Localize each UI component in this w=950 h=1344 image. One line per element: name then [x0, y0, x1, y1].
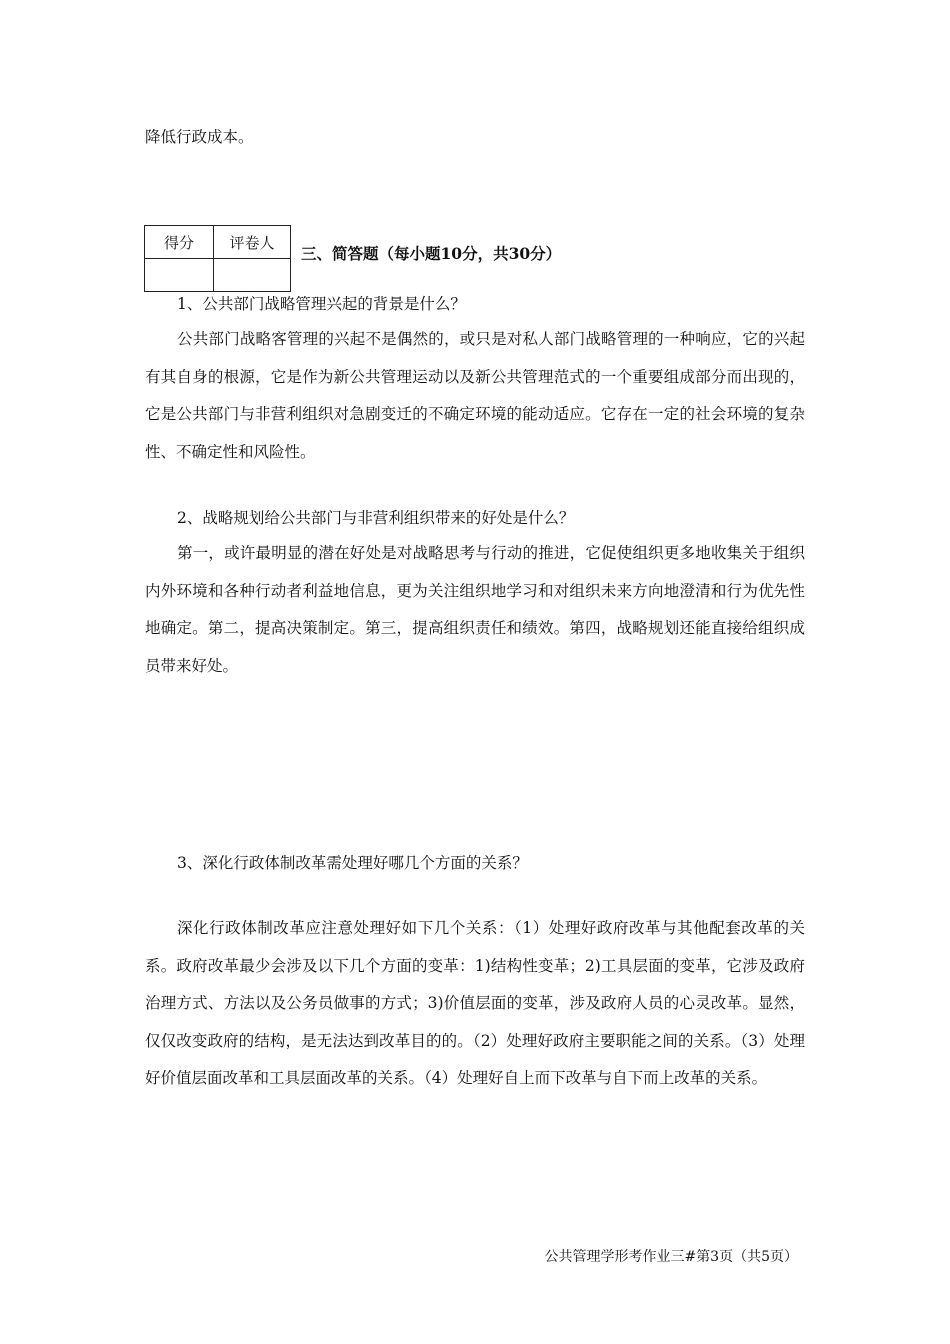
question-1: 1、公共部门战略管理兴起的背景是什么？: [177, 295, 466, 313]
score-table: [144, 225, 291, 292]
question-2: 2、战略规划给公共部门与非营利组织带来的好处是什么？: [177, 509, 575, 527]
score-value-cell: [145, 259, 214, 292]
section-title: 三、简答题（每小题10分，共30分）: [301, 244, 562, 263]
grader-value-cell: [214, 259, 291, 292]
answer-3: 深化行政体制改革应注意处理好如下几个关系：（1）处理好政府改革与其他配套改革的关系。政府改革最少会涉及以下几个方面的变革：1)结构性变革；2)工具层面的变革，它涉及政府治理方式、方法以及公务员做事的方式；3)价值层面的变革，涉及政府人员的心灵改革。显然，仅仅改变政府的结构，是无法达到改革目的的。（2）处理好政府主要职能之间的关系。（3）处理好价值层面改革和工具层面改革的关系。（4）处理好自上而下改革与自下而上改革的关系。: [145, 919, 805, 1087]
page-footer: 公共管理学形考作业三#第3页（共5页）: [544, 1249, 798, 1265]
score-header-cell: 得分: [145, 226, 214, 259]
answer-1: 公共部门战略客管理的兴起不是偶然的，或只是对私人部门战略管理的一种响应，它的兴起有其自身的根源，它是作为新公共管理运动以及新公共管理范式的一个重要组成部分而出现的，它是公共部门与非营利组织对急剧变迁的不确定环境的能动适应。它存在一定的社会环境的复杂性、不确定性和风险性。: [145, 330, 805, 461]
question-3: 3、深化行政体制改革需处理好哪几个方面的关系？: [177, 854, 528, 872]
continued-text: 降低行政成本。: [145, 128, 254, 146]
grader-header-cell: 评卷人: [214, 226, 291, 259]
answer-2: 第一，或许最明显的潜在好处是对战略思考与行动的推进，它促使组织更多地收集关于组织内外环境和各种行动者利益地信息，更为关注组织地学习和对组织未来方向地澄清和行为优先性地确定。第二，提高决策制定。第三，提高组织责任和绩效。第四，战略规划还能直接给组织成员带来好处。: [145, 544, 805, 675]
